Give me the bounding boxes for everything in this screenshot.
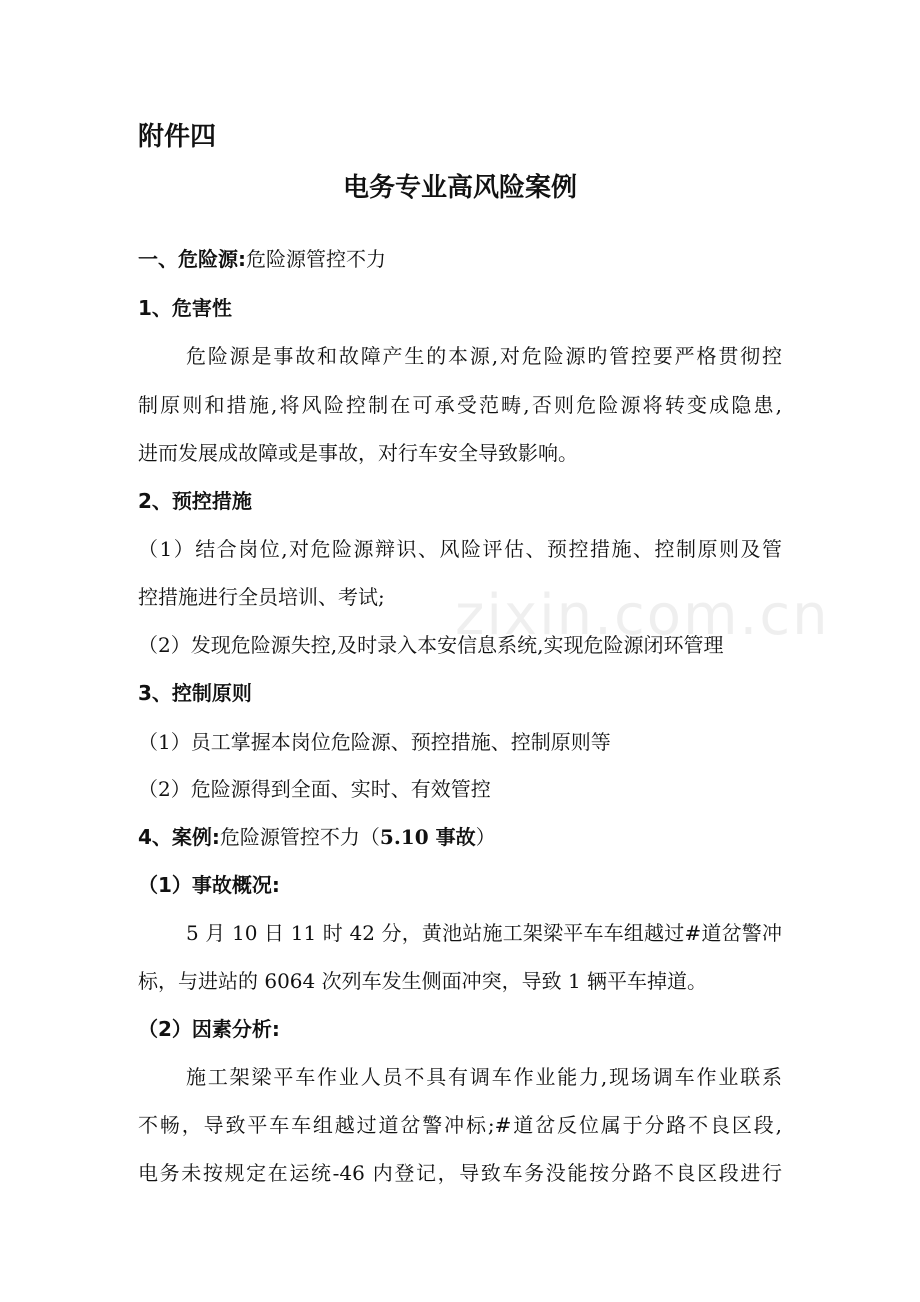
overview-heading: （1）事故概况: xyxy=(138,873,280,897)
analysis-line-2: 不畅，导致平车车组越过道岔警冲标;#道岔反位属于分路不良区段, xyxy=(138,1113,782,1137)
analysis-line-3: 电务未按规定在运统-46 内登记，导致车务没能按分路不良区段进行 xyxy=(138,1161,782,1185)
harm-line-1: 危险源是事故和故障产生的本源,对危险源旳管控要严格贯彻控 xyxy=(186,344,782,368)
overview-line-2: 标，与进站的 6064 次列车发生侧面冲突，导致 1 辆平车掉道。 xyxy=(138,969,708,993)
document-title: 电务专业高风险案例 xyxy=(342,173,577,203)
measures-item-2: （2）发现危险源失控,及时录入本安信息系统,实现危险源闭环管理 xyxy=(138,633,724,657)
hazard-value: 危险源管控不力 xyxy=(246,247,386,271)
case-value-end: ） xyxy=(475,825,496,849)
harm-line-2: 制原则和措施,将风险控制在可承受范畴,否则危险源将转变成隐患, xyxy=(138,393,782,417)
attachment-label: 附件四 xyxy=(138,122,217,152)
principles-heading: 3、控制原则 xyxy=(138,681,252,705)
analysis-line-1: 施工架梁平车作业人员不具有调车作业能力,现场调车作业联系 xyxy=(186,1065,782,1089)
case-line xyxy=(138,822,496,852)
hazard-line xyxy=(138,244,386,274)
case-label: 4、案例: xyxy=(138,825,220,849)
measures-item-1-line-2: 控措施进行全员培训、考试; xyxy=(138,585,385,609)
case-value: 危险源管控不力（ xyxy=(219,825,380,849)
principles-item-1: （1）员工掌握本岗位危险源、预控措施、控制原则等 xyxy=(138,730,611,754)
measures-heading: 2、预控措施 xyxy=(138,489,252,513)
case-value-bold: 5.10 事故 xyxy=(379,825,476,849)
harm-heading: 1、危害性 xyxy=(138,296,232,320)
analysis-heading: （2）因素分析: xyxy=(138,1017,280,1041)
watermark: zixin.com.cn xyxy=(455,583,830,648)
harm-line-3: 进而发展成故障或是事故，对行车安全导致影响。 xyxy=(138,441,578,465)
measures-item-1-line-1: （1）结合岗位,对危险源辩识、风险评估、预控措施、控制原则及管 xyxy=(138,537,782,561)
hazard-label: 一、危险源: xyxy=(138,247,246,271)
principles-item-2: （2）危险源得到全面、实时、有效管控 xyxy=(138,777,491,801)
overview-line-1: 5 月 10 日 11 时 42 分，黄池站施工架梁平车车组越过#道岔警冲 xyxy=(186,921,782,945)
